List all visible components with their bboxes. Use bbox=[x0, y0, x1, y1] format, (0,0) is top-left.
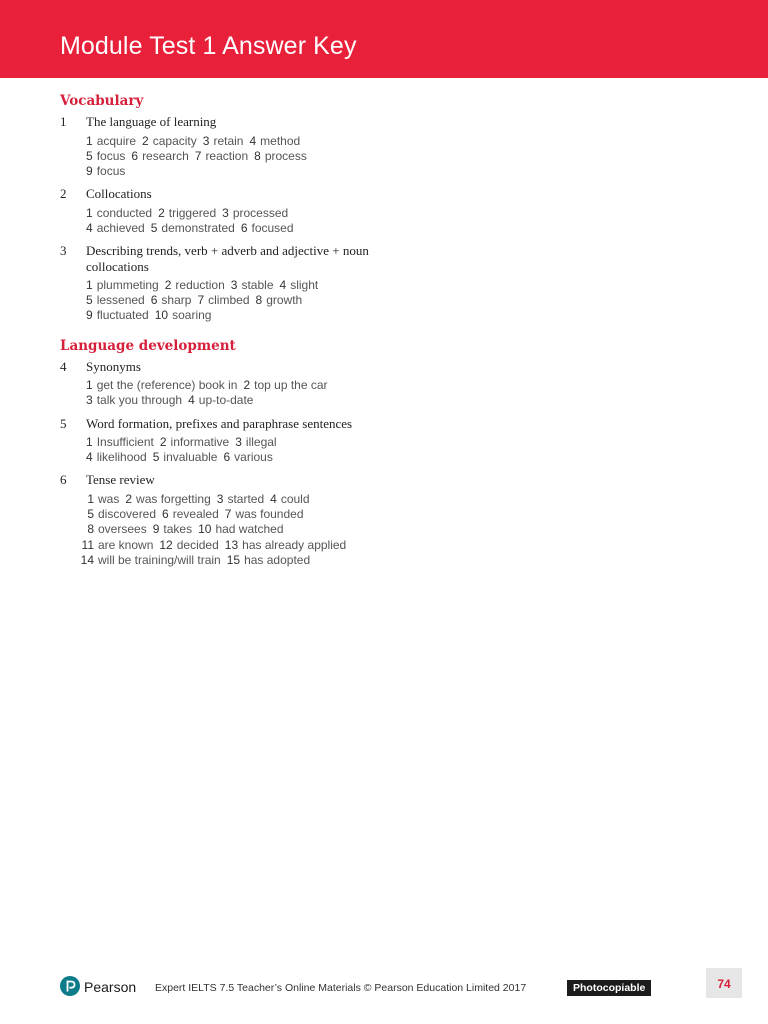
answer-item bbox=[195, 149, 248, 163]
answer-number: 2 bbox=[125, 491, 133, 506]
answer-number: 3 bbox=[216, 491, 224, 506]
answer-lines bbox=[60, 378, 390, 408]
answer-text: process bbox=[264, 148, 307, 163]
answer-line bbox=[60, 278, 390, 293]
answer-text: retain bbox=[213, 133, 244, 148]
answer-line bbox=[60, 492, 390, 507]
question-number: 3 bbox=[60, 243, 67, 259]
answer-text: decided bbox=[176, 537, 219, 552]
answer-item bbox=[79, 553, 221, 567]
question bbox=[60, 243, 390, 324]
photocopiable-badge: Photocopiable bbox=[567, 980, 651, 996]
answer-item bbox=[256, 293, 303, 307]
answer-number: 9 bbox=[86, 163, 93, 178]
answer-item bbox=[79, 507, 156, 521]
answer-item bbox=[86, 206, 152, 220]
answer-number: 3 bbox=[235, 435, 242, 450]
answer-number: 6 bbox=[240, 220, 248, 235]
question-heading bbox=[60, 416, 390, 432]
answer-item bbox=[241, 221, 294, 235]
answer-item bbox=[159, 538, 218, 552]
answer-number: 4 bbox=[270, 491, 277, 506]
answer-line bbox=[60, 553, 390, 568]
answer-number: 10 bbox=[154, 308, 169, 323]
answer-item bbox=[86, 164, 125, 178]
answer-text: was bbox=[98, 491, 120, 506]
answer-lines bbox=[60, 206, 390, 236]
question-heading bbox=[60, 243, 390, 274]
answer-number: 2 bbox=[243, 378, 251, 393]
question-number: 5 bbox=[60, 415, 67, 431]
answer-line bbox=[60, 308, 390, 323]
answer-number: 13 bbox=[224, 537, 239, 552]
answer-number: 10 bbox=[198, 522, 212, 537]
answer-item bbox=[86, 393, 182, 407]
answer-text: informative bbox=[170, 435, 230, 450]
answer-line bbox=[60, 221, 390, 236]
question-title: Describing trends, verb + adverb and adjective + noun collocations bbox=[86, 243, 369, 274]
pearson-logo-icon bbox=[60, 976, 80, 996]
answer-text: method bbox=[260, 133, 301, 148]
answer-text: various bbox=[234, 450, 273, 465]
answer-item bbox=[231, 278, 274, 292]
answer-item bbox=[125, 492, 210, 506]
answer-number: 1 bbox=[86, 205, 93, 220]
answer-text: acquire bbox=[96, 133, 137, 148]
answer-number: 7 bbox=[197, 293, 205, 308]
answer-item bbox=[223, 450, 272, 464]
answer-text: triggered bbox=[168, 205, 217, 220]
answer-line bbox=[60, 435, 390, 450]
answer-text: stable bbox=[241, 278, 274, 293]
question-title: The language of learning bbox=[86, 114, 217, 129]
answer-number: 15 bbox=[226, 552, 241, 567]
answer-item bbox=[249, 134, 300, 148]
answer-item bbox=[197, 293, 249, 307]
answer-text: Insufficient bbox=[96, 435, 154, 450]
answer-text: invaluable bbox=[163, 450, 218, 465]
answer-text: top up the car bbox=[254, 378, 328, 393]
answer-text: will be training/will train bbox=[98, 552, 221, 567]
answer-lines bbox=[60, 492, 390, 568]
question-heading bbox=[60, 186, 390, 202]
answer-number: 11 bbox=[81, 537, 94, 552]
answer-item bbox=[270, 492, 309, 506]
answer-line bbox=[60, 522, 390, 537]
answer-text: discovered bbox=[98, 507, 157, 522]
answer-number: 3 bbox=[202, 133, 210, 148]
question-title: Collocations bbox=[86, 186, 152, 202]
section bbox=[60, 338, 390, 568]
answer-number: 5 bbox=[86, 148, 93, 163]
answer-number: 12 bbox=[159, 537, 173, 552]
section bbox=[60, 93, 390, 324]
answer-text: oversees bbox=[98, 522, 147, 537]
answer-item bbox=[235, 435, 276, 449]
answer-text: started bbox=[227, 491, 265, 506]
answer-lines bbox=[60, 134, 390, 180]
answer-number: 9 bbox=[152, 522, 160, 537]
answer-text: slight bbox=[290, 278, 319, 293]
answer-text: are known bbox=[98, 537, 154, 552]
answer-number: 8 bbox=[87, 522, 94, 537]
answer-text: had watched bbox=[215, 522, 284, 537]
answer-text: revealed bbox=[172, 507, 219, 522]
answer-text: sharp bbox=[161, 293, 192, 308]
answer-text: reaction bbox=[205, 148, 249, 163]
answer-item bbox=[86, 308, 149, 322]
answer-text: research bbox=[142, 148, 189, 163]
answer-number: 6 bbox=[162, 507, 169, 522]
answer-number: 6 bbox=[223, 450, 231, 465]
answer-number: 5 bbox=[87, 507, 94, 522]
answer-item bbox=[86, 278, 159, 292]
answer-item bbox=[158, 206, 216, 220]
page-number: 74 bbox=[717, 977, 731, 991]
answer-text: focused bbox=[251, 220, 294, 235]
answer-number: 6 bbox=[150, 293, 158, 308]
answer-number: 4 bbox=[188, 393, 195, 408]
question-number: 4 bbox=[60, 358, 67, 374]
question bbox=[60, 186, 390, 236]
answer-number: 6 bbox=[131, 148, 139, 163]
answer-number: 3 bbox=[86, 393, 93, 408]
answer-number: 1 bbox=[87, 491, 94, 506]
answer-text: was founded bbox=[235, 507, 304, 522]
answer-key-content bbox=[60, 93, 390, 575]
answer-number: 5 bbox=[152, 450, 160, 465]
answer-item bbox=[151, 221, 235, 235]
answer-text: achieved bbox=[96, 220, 145, 235]
answer-item bbox=[280, 278, 319, 292]
question-heading bbox=[60, 359, 390, 375]
question bbox=[60, 472, 390, 568]
answer-number: 2 bbox=[158, 205, 165, 220]
answer-text: conducted bbox=[96, 205, 153, 220]
answer-text: reduction bbox=[175, 278, 225, 293]
answer-number: 2 bbox=[159, 435, 167, 450]
question bbox=[60, 416, 390, 466]
answer-item bbox=[254, 149, 307, 163]
answer-item bbox=[188, 393, 253, 407]
answer-text: get the (reference) book in bbox=[96, 378, 238, 393]
answer-text: focus bbox=[96, 148, 126, 163]
answer-text: was forgetting bbox=[136, 491, 211, 506]
question bbox=[60, 114, 390, 179]
answer-item bbox=[142, 134, 197, 148]
answer-text: focus bbox=[96, 163, 126, 178]
answer-item bbox=[86, 293, 145, 307]
answer-number: 9 bbox=[86, 308, 93, 323]
section-title: Vocabulary bbox=[60, 93, 144, 109]
answer-lines bbox=[60, 278, 390, 324]
answer-item bbox=[79, 522, 147, 536]
answer-line bbox=[60, 378, 390, 393]
answer-number: 8 bbox=[254, 148, 261, 163]
answer-item bbox=[79, 492, 119, 506]
answer-item bbox=[153, 450, 218, 464]
question-title: Tense review bbox=[86, 472, 155, 488]
answer-text: has adopted bbox=[244, 552, 311, 567]
question-title: Synonyms bbox=[86, 358, 141, 374]
answer-number: 8 bbox=[255, 293, 263, 308]
answer-number: 5 bbox=[86, 293, 93, 308]
question-title: Word formation, prefixes and paraphrase sentences bbox=[86, 415, 353, 431]
answer-text: demonstrated bbox=[161, 220, 235, 235]
answer-number: 4 bbox=[86, 220, 93, 235]
answer-text: illegal bbox=[245, 435, 277, 450]
answer-number: 3 bbox=[230, 278, 238, 293]
answer-number: 7 bbox=[224, 507, 232, 522]
answer-item bbox=[86, 378, 237, 392]
answer-number: 2 bbox=[142, 133, 149, 148]
answer-item bbox=[160, 435, 229, 449]
answer-item bbox=[227, 553, 310, 567]
answer-text: processed bbox=[232, 205, 289, 220]
section-title: Language development bbox=[60, 337, 236, 354]
answer-item bbox=[151, 293, 192, 307]
question bbox=[60, 359, 390, 409]
answer-line bbox=[60, 134, 390, 149]
answer-text: fluctuated bbox=[96, 308, 149, 323]
answer-line bbox=[60, 164, 390, 179]
answer-line bbox=[60, 206, 390, 221]
answer-number: 3 bbox=[222, 205, 229, 220]
answer-line bbox=[60, 507, 390, 522]
answer-item bbox=[86, 134, 136, 148]
answer-text: capacity bbox=[152, 133, 197, 148]
answer-number: 14 bbox=[80, 552, 94, 567]
question-heading bbox=[60, 472, 390, 488]
answer-number: 4 bbox=[279, 278, 287, 293]
answer-item bbox=[155, 308, 212, 322]
answer-item bbox=[153, 522, 192, 536]
question-number: 1 bbox=[60, 114, 67, 129]
answer-number: 5 bbox=[150, 220, 158, 235]
copyright-text: Expert IELTS 7.5 Teacher’s Online Materials © Pearson Education Limited 2017 bbox=[155, 982, 527, 994]
answer-number: 4 bbox=[249, 133, 257, 148]
answer-line bbox=[60, 538, 390, 553]
answer-line bbox=[60, 149, 390, 164]
answer-text: likelihood bbox=[96, 450, 147, 465]
page-footer bbox=[0, 968, 768, 1024]
answer-item bbox=[203, 134, 244, 148]
answer-line bbox=[60, 450, 390, 465]
pearson-brand: Pearson bbox=[84, 979, 137, 995]
answer-item bbox=[225, 507, 304, 521]
answer-text: soaring bbox=[172, 308, 212, 323]
answer-item bbox=[243, 378, 327, 392]
answer-item bbox=[217, 492, 264, 506]
answer-number: 1 bbox=[86, 278, 93, 293]
answer-text: takes bbox=[163, 522, 193, 537]
answer-item bbox=[198, 522, 283, 536]
answer-item bbox=[86, 221, 145, 235]
answer-item bbox=[165, 278, 225, 292]
question-heading bbox=[60, 114, 390, 130]
answer-item bbox=[86, 450, 147, 464]
answer-item bbox=[86, 149, 125, 163]
answer-line bbox=[60, 293, 390, 308]
answer-number: 4 bbox=[86, 450, 93, 465]
page-header bbox=[0, 0, 768, 78]
answer-number: 7 bbox=[194, 148, 202, 163]
answer-item bbox=[131, 149, 188, 163]
answer-text: could bbox=[280, 491, 310, 506]
answer-number: 1 bbox=[86, 435, 93, 450]
answer-number: 1 bbox=[86, 378, 93, 393]
answer-lines bbox=[60, 435, 390, 465]
answer-number: 1 bbox=[86, 133, 93, 148]
answer-text: has already applied bbox=[242, 537, 347, 552]
answer-item bbox=[222, 206, 288, 220]
answer-text: plummeting bbox=[96, 278, 159, 293]
question-number: 2 bbox=[60, 186, 67, 202]
answer-item bbox=[162, 507, 219, 521]
answer-text: climbed bbox=[208, 293, 250, 308]
answer-text: up-to-date bbox=[198, 393, 254, 408]
answer-text: talk you through bbox=[96, 393, 183, 408]
page-number-box bbox=[706, 968, 742, 998]
answer-item bbox=[79, 538, 153, 552]
answer-item bbox=[225, 538, 346, 552]
answer-line bbox=[60, 393, 390, 408]
answer-number: 2 bbox=[164, 278, 172, 293]
answer-item bbox=[86, 435, 154, 449]
question-number: 6 bbox=[60, 472, 67, 488]
answer-text: lessened bbox=[96, 293, 145, 308]
page-title: Module Test 1 Answer Key bbox=[60, 32, 357, 60]
answer-text: growth bbox=[266, 293, 303, 308]
